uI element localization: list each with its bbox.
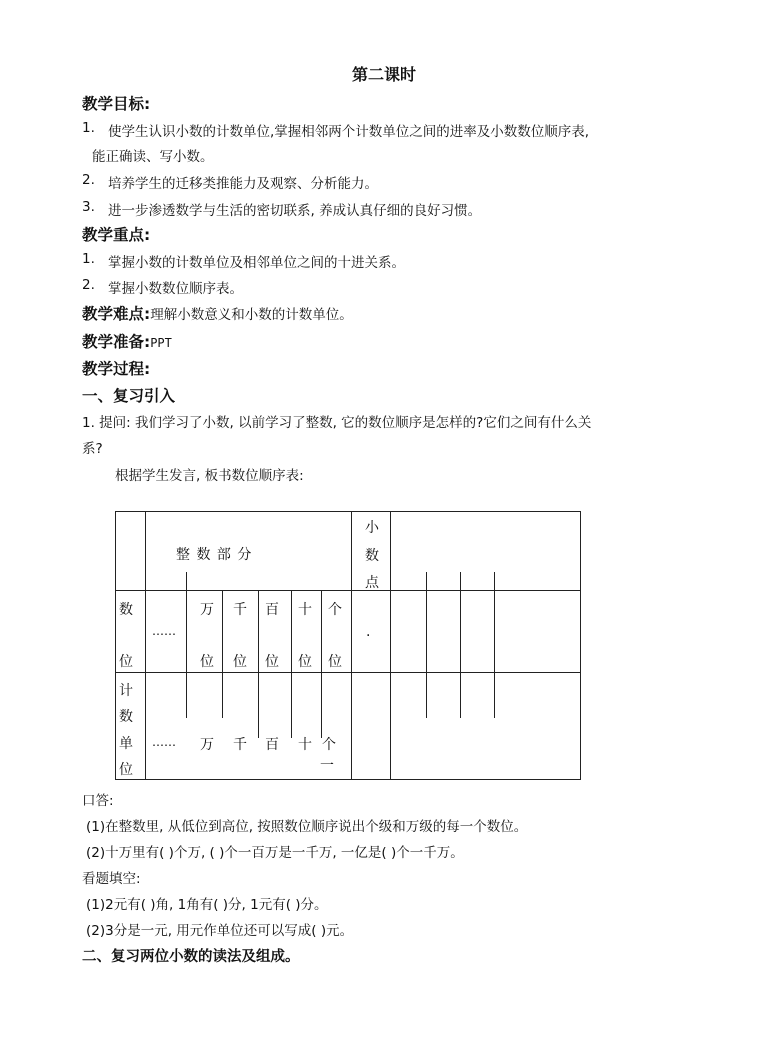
place-ge: 个 — [328, 602, 342, 618]
goal-3-num: 3. — [82, 199, 95, 215]
unit-wan: 万 — [200, 737, 214, 753]
key-points-heading: 教学重点: — [82, 226, 151, 244]
place-wan: 万 — [200, 602, 214, 618]
key-point-1-num: 1. — [82, 251, 95, 267]
place-suffix: 位 — [265, 654, 279, 670]
key-point-1-text: 掌握小数的计数单位及相邻单位之间的十进关系。 — [108, 255, 405, 271]
row-label-unit-2: 数 — [119, 709, 133, 725]
unit-qian: 千 — [233, 737, 247, 753]
place-bai: 百 — [265, 602, 279, 618]
oral-item-1: (1)在整数里, 从低位到高位, 按照数位顺序说出个级和万级的每一个数位。 — [86, 819, 528, 835]
place-divider — [186, 572, 187, 718]
place-suffix: 位 — [200, 654, 214, 670]
decimal-point-label-1: 小 — [365, 520, 379, 536]
preparation-row — [82, 330, 172, 352]
place-suffix: 位 — [328, 654, 342, 670]
process-heading: 教学过程: — [82, 360, 151, 378]
preparation-heading: 教学准备: — [82, 333, 151, 351]
place-qian: 千 — [233, 602, 247, 618]
decimal-place-divider — [426, 572, 427, 718]
decimal-place-divider — [494, 572, 495, 718]
decimal-place-divider — [460, 572, 461, 718]
unit-ge: 个 — [322, 737, 336, 753]
row-label-unit-4: 位 — [119, 762, 133, 778]
oral-item-2: (2)十万里有( )个万, ( )个一百万是一千万, 一亿是( )个一千万。 — [86, 845, 464, 861]
difficulty-text: 理解小数意义和小数的计数单位。 — [150, 307, 353, 323]
difficulty-row — [82, 302, 353, 324]
difficulty-heading: 教学难点: — [82, 305, 151, 323]
place-suffix: 位 — [298, 654, 312, 670]
goal-2-num: 2. — [82, 172, 95, 188]
table-col-divider — [351, 511, 352, 779]
table-row-divider — [115, 590, 580, 591]
unit-one: 一 — [320, 758, 334, 774]
goal-1-line2: 能正确读、写小数。 — [92, 149, 214, 165]
place-suffix: 位 — [233, 654, 247, 670]
place-divider — [222, 590, 223, 718]
unit-bai: 百 — [265, 737, 279, 753]
section1-heading: 一、复习引入 — [82, 387, 176, 405]
row2-ellipsis: …… — [152, 735, 176, 749]
table-col-divider — [390, 511, 391, 779]
row-label-unit-1: 计 — [119, 683, 133, 699]
place-divider — [321, 590, 322, 738]
question-1-line2: 系? — [82, 441, 103, 457]
row1-ellipsis: …… — [152, 624, 176, 638]
goal-2-text: 培养学生的迁移类推能力及观察、分析能力。 — [108, 176, 378, 192]
oral-heading: 口答: — [82, 793, 114, 809]
page-title: 第二课时 — [351, 65, 416, 84]
goals-heading: 教学目标: — [82, 95, 151, 113]
fill-item-2: (2)3分是一元, 用元作单位还可以写成( )元。 — [86, 923, 354, 939]
fill-item-1: (1)2元有( )角, 1角有( )分, 1元有( )分。 — [86, 897, 328, 913]
table-col-divider — [145, 511, 146, 779]
place-divider — [291, 590, 292, 738]
goal-3-text: 进一步渗透数学与生活的密切联系, 养成认真仔细的良好习惯。 — [108, 203, 482, 219]
board-note: 根据学生发言, 板书数位顺序表: — [115, 468, 304, 484]
place-divider — [258, 590, 259, 738]
row-label-unit-3: 单 — [119, 736, 133, 752]
question-1-line1: 1. 提问: 我们学习了小数, 以前学习了整数, 它的数位顺序是怎样的?它们之间有什么关 — [82, 415, 592, 431]
fill-heading: 看题填空: — [82, 871, 141, 887]
integer-part-label: 整 数 部 分 — [176, 547, 253, 563]
decimal-point: . — [366, 624, 371, 640]
row-label-place-2: 位 — [119, 654, 133, 670]
goal-1-num: 1. — [82, 120, 95, 136]
section2-heading: 二、复习两位小数的读法及组成。 — [82, 949, 300, 965]
decimal-point-label-2: 数 — [365, 548, 379, 564]
goal-1-line1: 使学生认识小数的计数单位,掌握相邻两个计数单位之间的进率及小数数位顺序表, — [108, 124, 590, 140]
table-row-divider — [115, 672, 580, 673]
preparation-text: PPT — [150, 336, 172, 350]
unit-shi: 十 — [298, 737, 312, 753]
key-point-2-text: 掌握小数数位顺序表。 — [108, 281, 243, 297]
row-label-place-1: 数 — [119, 602, 133, 618]
key-point-2-num: 2. — [82, 277, 95, 293]
place-shi: 十 — [298, 602, 312, 618]
decimal-point-label-3: 点 — [365, 575, 379, 591]
